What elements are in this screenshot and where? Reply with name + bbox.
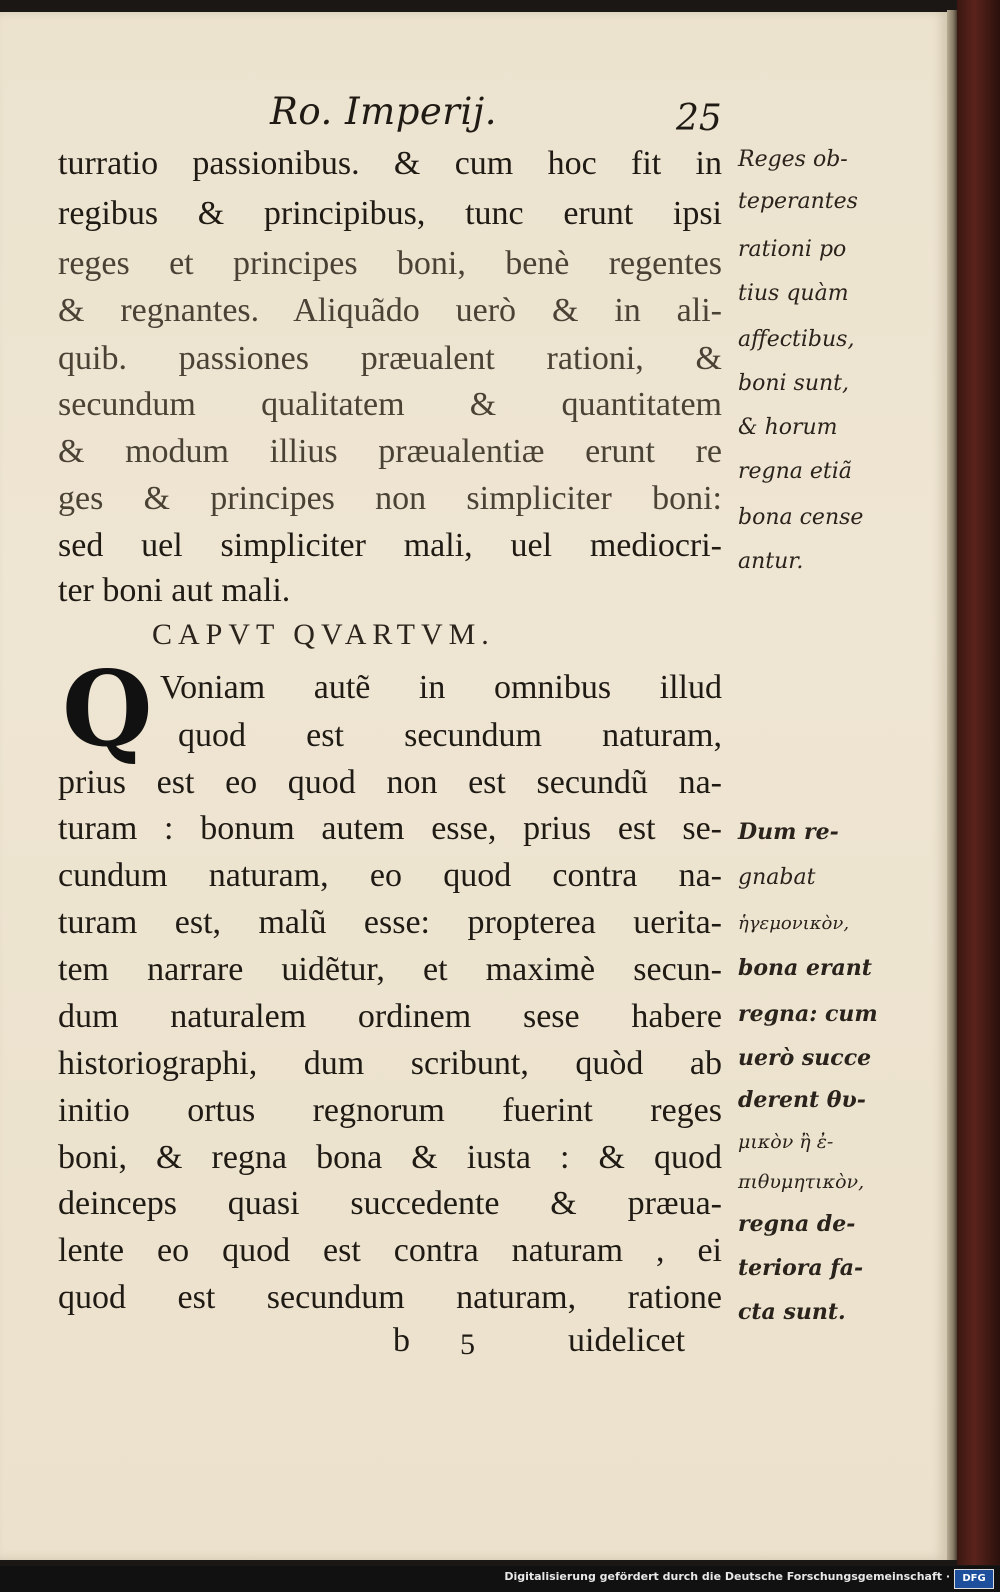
margin-note-line: tius quàm	[738, 281, 849, 306]
chapter-heading: CAPVT QVARTVM.	[152, 618, 495, 651]
text-line: regibus & principibus, tunc erunt ipsi	[58, 195, 722, 232]
text-line: dum naturalem ordinem sese habere	[58, 998, 722, 1035]
text-line: & regnantes. Aliquãdo uerò & in ali-	[58, 292, 722, 329]
margin-note-line: bona erant	[738, 955, 872, 981]
text-line: sed uel simpliciter mali, uel mediocri-	[58, 527, 722, 564]
text-line: initio ortus regnorum fuerint reges	[58, 1092, 722, 1129]
margin-note-line: boni sunt,	[738, 371, 849, 396]
text-line: secundum qualitatem & quantitatem	[58, 386, 722, 423]
margin-note-line: πιθυμητικὸν,	[738, 1171, 865, 1193]
text-line: lente eo quod est contra naturam , ei	[58, 1232, 722, 1269]
signature-mark: b	[393, 1322, 410, 1359]
margin-note-line: affectibus,	[738, 327, 855, 352]
margin-note-line: regna: cum	[738, 1001, 878, 1027]
credit-text: Digitalisierung gefördert durch die Deutsche Forschungsgemeinschaft ·	[504, 1570, 950, 1583]
signature-number: 5	[460, 1328, 475, 1361]
margin-note-line: cta sunt.	[738, 1299, 846, 1325]
text-line: turratio passionibus. & cum hoc fit in	[58, 145, 722, 182]
text-line: turam est, malũ esse: propterea uerita-	[58, 904, 722, 941]
text-line: turam : bonum autem esse, prius est se-	[58, 810, 722, 847]
text-line: ges & principes non simpliciter boni:	[58, 480, 722, 517]
running-header: Ro. Imperij.	[270, 90, 498, 133]
margin-note-line: regna etiã	[738, 459, 852, 484]
page-number: 25	[676, 98, 722, 139]
text-line: & modum illius præualentiæ erunt re	[58, 433, 722, 470]
text-line: tem narrare uidẽtur, et maximè secun-	[58, 951, 722, 988]
drop-cap: Q	[62, 647, 153, 770]
margin-note-line: gnabat	[738, 865, 816, 890]
margin-note-line: uerò succe	[738, 1045, 872, 1071]
text-line: quib. passiones præualent rationi, &	[58, 340, 722, 377]
text-line: historiographi, dum scribunt, quòd ab	[58, 1045, 722, 1082]
book-page	[0, 12, 947, 1560]
margin-note-line: teriora fa-	[738, 1255, 864, 1281]
text-line: prius est eo quod non est secundũ na-	[58, 764, 722, 801]
catchword: uidelicet	[568, 1322, 686, 1359]
margin-note-line: antur.	[738, 549, 804, 574]
margin-note-line: μικὸν ἢ ἐ-	[738, 1131, 834, 1153]
margin-note-line: rationi po	[738, 237, 847, 262]
margin-note-line: Reges ob-	[738, 147, 848, 172]
text-line: deinceps quasi succedente & præua-	[58, 1185, 722, 1222]
credit-bar	[0, 1566, 1000, 1592]
text-line: cundum naturam, eo quod contra na-	[58, 857, 722, 894]
margin-note-line: teperantes	[738, 189, 858, 214]
margin-note-line: derent θυ-	[738, 1087, 866, 1113]
text-line: quod est secundum naturam,	[178, 717, 722, 754]
page-edge	[947, 10, 957, 1560]
dfg-logo-icon: DFG	[954, 1569, 994, 1589]
margin-note-line: bona cense	[738, 505, 864, 530]
text-line: reges et principes boni, benè regentes	[58, 245, 722, 282]
text-line: boni, & regna bona & iusta : & quod	[58, 1139, 722, 1176]
margin-note-line: Dum re-	[738, 819, 839, 845]
text-line: ter boni aut mali.	[58, 572, 291, 609]
text-line: Voniam autẽ in omnibus illud	[160, 669, 722, 706]
text-line: quod est secundum naturam, ratione	[58, 1279, 722, 1316]
margin-note-line: regna de-	[738, 1211, 856, 1237]
book-spine	[957, 0, 1000, 1565]
margin-note-line: & horum	[738, 415, 838, 440]
margin-note-line: ἡγεμονικὸν,	[738, 913, 850, 934]
